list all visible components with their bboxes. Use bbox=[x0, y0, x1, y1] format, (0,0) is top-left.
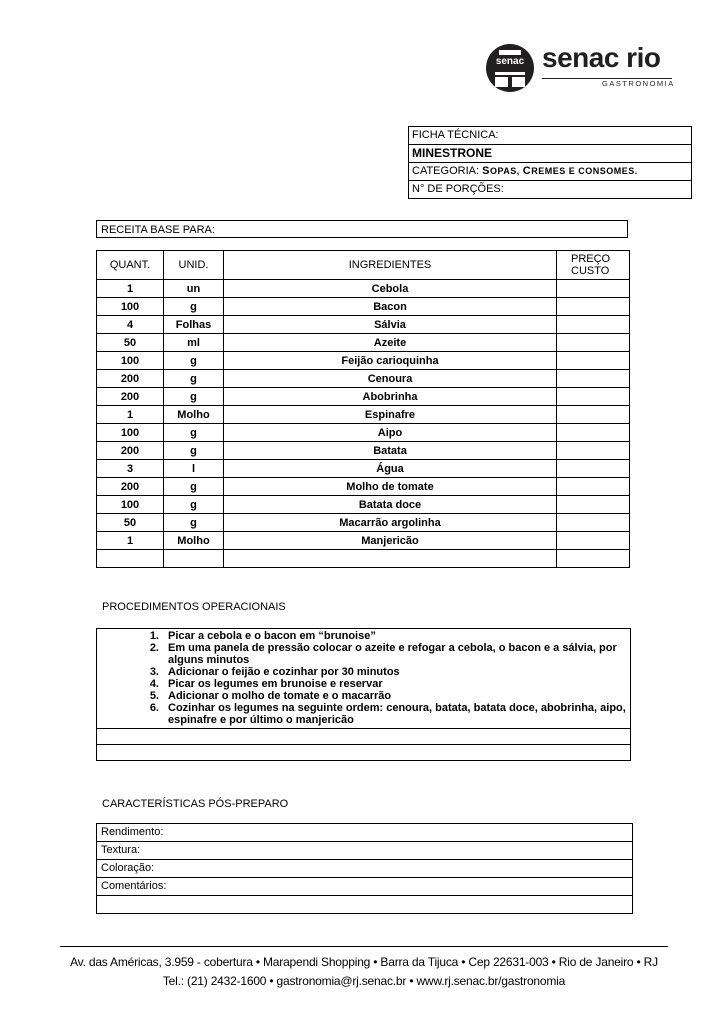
cell-ingrediente: Molho de tomate bbox=[224, 478, 557, 496]
cell-unid: g bbox=[164, 478, 224, 496]
header-unid: UNID. bbox=[164, 251, 224, 280]
cell-preco bbox=[557, 532, 630, 550]
categoria-value: SOPAS, CREMES E CONSOMES. bbox=[482, 165, 638, 177]
rendimento-row: Rendimento: bbox=[97, 824, 632, 842]
list-item bbox=[97, 678, 630, 690]
cell-quant: 1 bbox=[97, 406, 164, 424]
cell-ingrediente: Aipo bbox=[224, 424, 557, 442]
table-row bbox=[97, 496, 630, 514]
categoria-label: CATEGORIA: bbox=[412, 165, 483, 177]
cell-ingrediente: Água bbox=[224, 460, 557, 478]
coloracao-row: Coloração: bbox=[97, 860, 632, 878]
cell-quant: 200 bbox=[97, 442, 164, 460]
procedimentos-title: PROCEDIMENTOS OPERACIONAIS bbox=[102, 601, 286, 613]
cell-preco bbox=[557, 316, 630, 334]
cell-preco bbox=[557, 298, 630, 316]
header-preco-custo: PREÇO CUSTO bbox=[557, 251, 630, 280]
table-row bbox=[97, 334, 630, 352]
header-ingredientes: INGREDIENTES bbox=[224, 251, 557, 280]
cell-quant: 1 bbox=[97, 532, 164, 550]
cell-preco bbox=[557, 406, 630, 424]
table-row bbox=[97, 532, 630, 550]
ficha-tecnica-box bbox=[408, 126, 692, 199]
cell-quant: 200 bbox=[97, 388, 164, 406]
cell-ingrediente: Cebola bbox=[224, 280, 557, 298]
step-number: 2. bbox=[149, 642, 159, 654]
table-row bbox=[97, 442, 630, 460]
comentarios-row: Comentários: bbox=[97, 878, 632, 896]
list-item bbox=[97, 666, 630, 678]
step-text: Picar a cebola e o bacon em “brunoise” bbox=[168, 630, 376, 642]
cell-ingrediente: Manjericão bbox=[224, 532, 557, 550]
cell-preco bbox=[557, 514, 630, 532]
cell-preco bbox=[557, 352, 630, 370]
ficha-label: FICHA TÉCNICA: bbox=[412, 129, 499, 141]
step-number: 3. bbox=[149, 666, 159, 678]
logo-badge-text: senac bbox=[495, 56, 525, 67]
table-row bbox=[97, 478, 630, 496]
cell-ingrediente: Sálvia bbox=[224, 316, 557, 334]
logo-name: senac rio bbox=[542, 42, 661, 73]
list-item bbox=[97, 642, 630, 666]
cell-ingrediente: Batata bbox=[224, 442, 557, 460]
cell-unid: Molho bbox=[164, 406, 224, 424]
step-text: Adicionar o molho de tomate e o macarrão bbox=[168, 690, 392, 702]
cell-unid: g bbox=[164, 514, 224, 532]
categoria-row bbox=[409, 162, 691, 180]
cell-quant: 100 bbox=[97, 424, 164, 442]
cell-preco bbox=[557, 370, 630, 388]
step-text: Adicionar o feijão e cozinhar por 30 minutos bbox=[168, 666, 400, 678]
cell-preco bbox=[557, 442, 630, 460]
cell-quant: 200 bbox=[97, 370, 164, 388]
cell-preco bbox=[557, 388, 630, 406]
cell-preco bbox=[557, 424, 630, 442]
table-row bbox=[97, 460, 630, 478]
procedimentos-steps bbox=[97, 629, 630, 729]
list-item bbox=[97, 630, 630, 642]
cell-quant: 50 bbox=[97, 514, 164, 532]
cell-unid: ml bbox=[164, 334, 224, 352]
cell-quant: 200 bbox=[97, 478, 164, 496]
cell-ingrediente: Macarrão argolinha bbox=[224, 514, 557, 532]
step-number: 4. bbox=[149, 678, 159, 690]
table-row bbox=[97, 280, 630, 298]
pos-preparo-box bbox=[96, 823, 633, 914]
pos-preparo-title: CARACTERÍSTICAS PÓS-PREPARO bbox=[102, 798, 289, 810]
step-number: 1. bbox=[149, 630, 159, 642]
recipe-name: MINESTRONE bbox=[409, 144, 691, 162]
cell-unid: g bbox=[164, 424, 224, 442]
table-row bbox=[97, 352, 630, 370]
cell-preco bbox=[557, 496, 630, 514]
cell-preco bbox=[557, 478, 630, 496]
step-number: 5. bbox=[149, 690, 159, 702]
cell-unid: g bbox=[164, 496, 224, 514]
textura-row: Textura: bbox=[97, 842, 632, 860]
senac-badge-icon bbox=[486, 44, 534, 92]
table-row bbox=[97, 316, 630, 334]
senac-rio-logo bbox=[484, 40, 674, 96]
footer-contact: Tel.: (21) 2432-1600 • gastronomia@rj.senac.br • www.rj.senac.br/gastronomia bbox=[162, 974, 566, 988]
cell-quant: 3 bbox=[97, 460, 164, 478]
step-text: Em uma panela de pressão colocar o azeite e refogar a cebola, o bacon e a sálvia, por alguns minutos bbox=[168, 642, 617, 666]
cell-unid: Folhas bbox=[164, 316, 224, 334]
cell-ingrediente: Batata doce bbox=[224, 496, 557, 514]
footer-address: Av. das Américas, 3.959 - cobertura • Marapendi Shopping • Barra da Tijuca • Cep 22631-003 • Rio de Janeiro • RJ bbox=[70, 955, 658, 969]
step-text: Cozinhar os legumes na seguinte ordem: cenoura, batata, batata doce, abobrinha, aipo, espinafre e por último o manjericão bbox=[168, 702, 626, 726]
cell-unid: g bbox=[164, 298, 224, 316]
cell-unid: un bbox=[164, 280, 224, 298]
ingredients-table bbox=[96, 250, 630, 568]
logo-subtitle: GASTRONOMIA bbox=[602, 79, 675, 88]
cell-quant: 100 bbox=[97, 496, 164, 514]
table-row bbox=[97, 388, 630, 406]
procedimentos-box bbox=[96, 628, 631, 761]
cell-preco bbox=[557, 280, 630, 298]
cell-ingrediente: Bacon bbox=[224, 298, 557, 316]
cell-unid: l bbox=[164, 460, 224, 478]
list-item bbox=[97, 690, 630, 702]
cell-unid: g bbox=[164, 352, 224, 370]
cell-unid: g bbox=[164, 370, 224, 388]
blank-row bbox=[97, 745, 630, 760]
blank-row bbox=[97, 729, 630, 745]
cell-ingrediente: Espinafre bbox=[224, 406, 557, 424]
table-row bbox=[97, 298, 630, 316]
cell-ingrediente: Feijão carioquinha bbox=[224, 352, 557, 370]
cell-preco bbox=[557, 460, 630, 478]
cell-quant: 100 bbox=[97, 298, 164, 316]
table-row bbox=[97, 424, 630, 442]
table-row bbox=[97, 406, 630, 424]
cell-ingrediente: Cenoura bbox=[224, 370, 557, 388]
cell-unid: Molho bbox=[164, 532, 224, 550]
cell-preco bbox=[557, 334, 630, 352]
cell-ingrediente: Azeite bbox=[224, 334, 557, 352]
footer-divider bbox=[60, 946, 668, 947]
header-quant: QUANT. bbox=[97, 251, 164, 280]
cell-quant: 100 bbox=[97, 352, 164, 370]
list-item bbox=[97, 702, 630, 726]
receita-base-field: RECEITA BASE PARA: bbox=[96, 220, 628, 238]
step-text: Picar os legumes em brunoise e reservar bbox=[168, 678, 383, 690]
cell-quant: 4 bbox=[97, 316, 164, 334]
cell-unid: g bbox=[164, 442, 224, 460]
table-row bbox=[97, 370, 630, 388]
step-number: 6. bbox=[149, 702, 159, 714]
ingredients-header-row bbox=[97, 251, 630, 280]
cell-unid: g bbox=[164, 388, 224, 406]
cell-quant: 50 bbox=[97, 334, 164, 352]
cell-quant: 1 bbox=[97, 280, 164, 298]
porcoes-label: N° DE PORÇÕES: bbox=[409, 180, 691, 198]
cell-ingrediente: Abobrinha bbox=[224, 388, 557, 406]
table-row bbox=[97, 514, 630, 532]
table-row-empty bbox=[97, 550, 630, 568]
blank-row bbox=[97, 896, 632, 913]
